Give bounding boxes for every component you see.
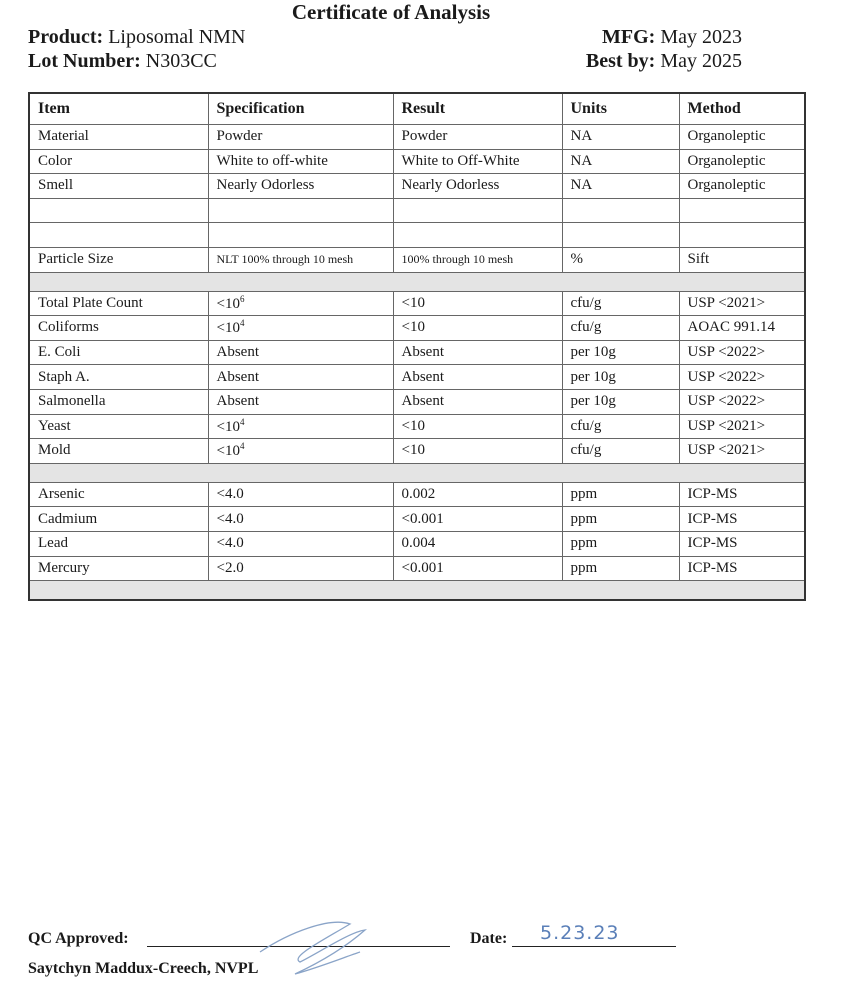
table-cell: Absent <box>393 389 562 414</box>
table-cell: $<10^6$ <box>208 291 393 316</box>
table-row <box>29 149 805 174</box>
table-cell: Powder <box>208 125 393 150</box>
table-cell <box>393 198 562 223</box>
table-cell: ppm <box>562 531 679 556</box>
table-row <box>29 174 805 199</box>
best-by-date: May 2025 <box>660 50 742 72</box>
table-cell: Smell <box>29 174 208 199</box>
table-cell: $<10^4$ <box>208 414 393 439</box>
table-row <box>29 125 805 150</box>
table-cell: Cadmium <box>29 507 208 532</box>
table-cell: White to off-white <box>208 149 393 174</box>
table-cell: ICP-MS <box>679 556 805 581</box>
table-cell: White to Off-White <box>393 149 562 174</box>
table-cell: AOAC 991.14 <box>679 316 805 341</box>
table-cell: NA <box>562 149 679 174</box>
table-row <box>29 556 805 581</box>
table-cell <box>29 198 208 223</box>
table-cell: Particle Size <box>29 247 208 272</box>
table-cell <box>29 223 208 248</box>
table-cell: Organoleptic <box>679 174 805 199</box>
table-cell <box>208 223 393 248</box>
table-cell: 100% through 10 mesh <box>393 247 562 272</box>
table-row <box>29 439 805 464</box>
analysis-table <box>28 92 806 601</box>
table-cell: 0.002 <box>393 482 562 507</box>
table-cell: $<10^4$ <box>208 439 393 464</box>
table-cell: per 10g <box>562 365 679 390</box>
table-row <box>29 414 805 439</box>
table-cell: Nearly Odorless <box>393 174 562 199</box>
table-cell: ppm <box>562 507 679 532</box>
table-cell: NA <box>562 125 679 150</box>
table-cell: % <box>562 247 679 272</box>
table-cell: Absent <box>208 389 393 414</box>
table-cell: <4.0 <box>208 507 393 532</box>
table-cell: ppm <box>562 556 679 581</box>
table-cell <box>679 223 805 248</box>
table-cell: <10 <box>393 439 562 464</box>
signer-name: Saytchyn Maddux-Creech, NVPL <box>28 960 259 977</box>
table-cell: <4.0 <box>208 482 393 507</box>
table-cell: 0.004 <box>393 531 562 556</box>
mfg-date: May 2023 <box>660 26 742 48</box>
table-cell: Lead <box>29 531 208 556</box>
column-header: Units <box>562 93 679 125</box>
section-divider <box>29 463 805 482</box>
table-row <box>29 389 805 414</box>
table-cell: Nearly Odorless <box>208 174 393 199</box>
table-cell: $<10^4$ <box>208 316 393 341</box>
mfg-line: MFG: May 2023 <box>602 26 742 48</box>
table-cell <box>208 198 393 223</box>
product-name: Liposomal NMN <box>108 26 246 48</box>
table-cell: per 10g <box>562 389 679 414</box>
column-header: Method <box>679 93 805 125</box>
table-row <box>29 316 805 341</box>
table-row <box>29 291 805 316</box>
table-cell <box>393 223 562 248</box>
table-cell: USP <2021> <box>679 439 805 464</box>
best-by-line: Best by: May 2025 <box>585 50 742 72</box>
table-cell: <0.001 <box>393 507 562 532</box>
table-cell: USP <2022> <box>679 365 805 390</box>
product-line: Product: Liposomal NMN <box>28 26 246 48</box>
table-cell: Salmonella <box>29 389 208 414</box>
table-cell: E. Coli <box>29 340 208 365</box>
exponent: 4 <box>239 416 245 427</box>
exponent: 4 <box>239 318 245 329</box>
table-cell: Staph A. <box>29 365 208 390</box>
table-cell: Material <box>29 125 208 150</box>
table-cell: ICP-MS <box>679 507 805 532</box>
date-label: Date: <box>470 930 508 947</box>
table-row <box>29 247 805 272</box>
table-cell <box>562 223 679 248</box>
section-divider <box>29 272 805 291</box>
table-cell: USP <2022> <box>679 389 805 414</box>
column-header: Item <box>29 93 208 125</box>
table-cell: USP <2021> <box>679 291 805 316</box>
table-cell: <0.001 <box>393 556 562 581</box>
table-cell: ppm <box>562 482 679 507</box>
table-cell: cfu/g <box>562 316 679 341</box>
date-value: 5.23.23 <box>540 922 620 944</box>
table-cell: <10 <box>393 414 562 439</box>
table-row <box>29 223 805 248</box>
table-cell: <2.0 <box>208 556 393 581</box>
table-cell: ICP-MS <box>679 482 805 507</box>
exponent: 6 <box>239 293 245 304</box>
table-cell: Coliforms <box>29 316 208 341</box>
table-row <box>29 507 805 532</box>
column-header: Result <box>393 93 562 125</box>
table-cell: cfu/g <box>562 414 679 439</box>
table-cell: Absent <box>208 365 393 390</box>
table-cell: Absent <box>393 365 562 390</box>
section-divider <box>29 581 805 601</box>
table-cell: Organoleptic <box>679 125 805 150</box>
table-cell: Absent <box>208 340 393 365</box>
table-row <box>29 482 805 507</box>
table-cell: <10 <box>393 291 562 316</box>
table-row <box>29 365 805 390</box>
table-cell: Mercury <box>29 556 208 581</box>
table-cell: USP <2021> <box>679 414 805 439</box>
table-cell: Arsenic <box>29 482 208 507</box>
table-cell: Organoleptic <box>679 149 805 174</box>
document-title: Certificate of Analysis <box>291 0 491 24</box>
table-cell: NA <box>562 174 679 199</box>
table-cell <box>562 198 679 223</box>
table-cell: <10 <box>393 316 562 341</box>
table-cell: Powder <box>393 125 562 150</box>
table-cell: cfu/g <box>562 439 679 464</box>
table-cell: USP <2022> <box>679 340 805 365</box>
table-cell: Yeast <box>29 414 208 439</box>
signature-mark <box>250 912 380 982</box>
table-row <box>29 340 805 365</box>
lot-number: N303CC <box>145 50 217 72</box>
table-cell: Color <box>29 149 208 174</box>
exponent: 4 <box>239 441 245 452</box>
date-line <box>512 946 676 947</box>
table-row <box>29 198 805 223</box>
lot-line: Lot Number: N303CC <box>28 50 217 72</box>
table-cell: cfu/g <box>562 291 679 316</box>
table-cell: NLT 100% through 10 mesh <box>208 247 393 272</box>
table-cell: Sift <box>679 247 805 272</box>
table-cell: per 10g <box>562 340 679 365</box>
table-cell: Absent <box>393 340 562 365</box>
table-cell: ICP-MS <box>679 531 805 556</box>
table-cell: Mold <box>29 439 208 464</box>
column-header: Specification <box>208 93 393 125</box>
table-cell <box>679 198 805 223</box>
table-row <box>29 531 805 556</box>
table-cell: Total Plate Count <box>29 291 208 316</box>
qc-approved-label: QC Approved: <box>28 930 129 947</box>
table-cell: <4.0 <box>208 531 393 556</box>
